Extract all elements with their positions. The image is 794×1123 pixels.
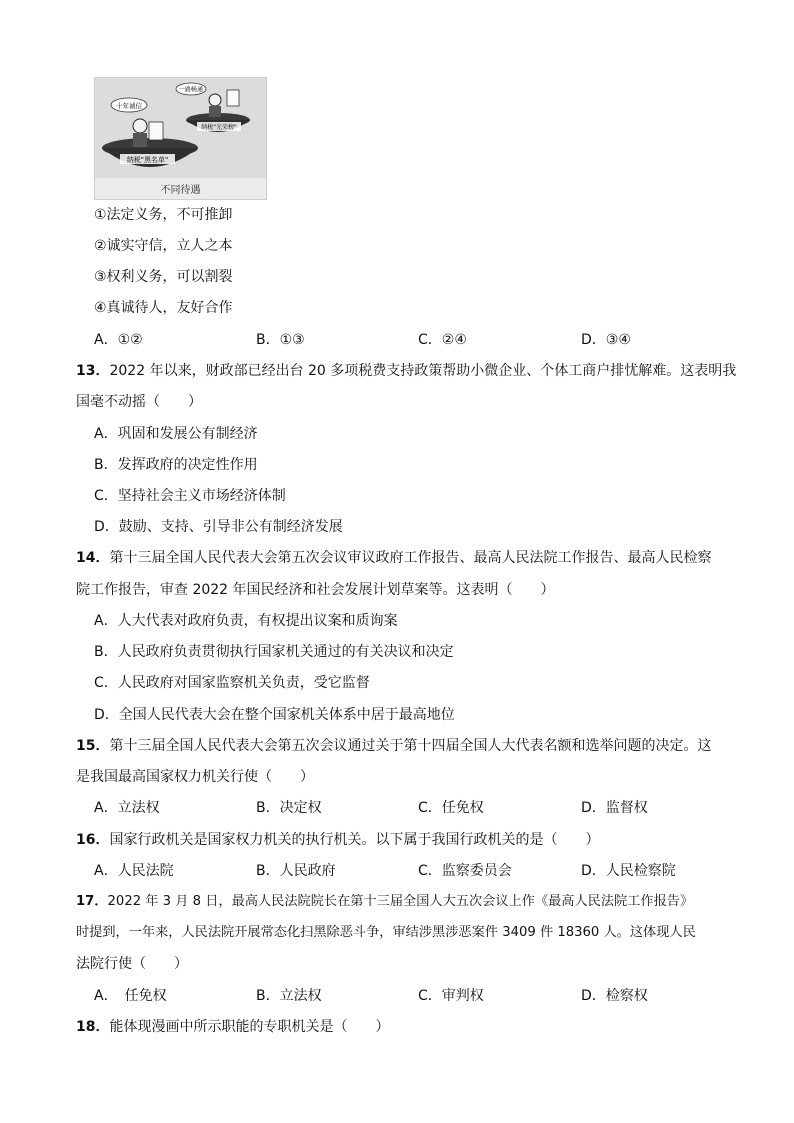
q14-stem-line-1 xyxy=(76,548,711,568)
q15-option-c[interactable]: C．任免权 xyxy=(418,800,484,816)
q17-stem-line-2: 时提到，一年来，人民法院开展常态化扫黑除恶斗争，审结涉黑涉恶案件 3409 件 18360 人。这体现人民 xyxy=(76,925,696,940)
q17-stem-line-1 xyxy=(76,892,693,912)
q17-stem-text-1: 2022 年 3 月 8 日，最高人民法院院长在第十三届全国人大五次会议上作《最高人民法院工作报告》 xyxy=(107,894,694,909)
cartoon-figure xyxy=(94,77,267,200)
q12-option-a[interactable]: A．①② xyxy=(94,332,143,348)
q16-stem-line-1 xyxy=(76,830,599,850)
q16-option-c[interactable]: C．监察委员会 xyxy=(418,863,512,879)
q15-option-b[interactable]: B．决定权 xyxy=(256,800,322,816)
q13-option-a[interactable]: A．巩固和发展公有制经济 xyxy=(94,426,258,442)
q14-option-c[interactable]: C．人民政府对国家监察机关负责，受它监督 xyxy=(94,675,370,691)
q14-stem-line-2: 院工作报告，审查 2022 年国民经济和社会发展计划草案等。这表明（ ） xyxy=(76,582,555,598)
q15-stem-line-1 xyxy=(76,736,711,756)
q13-number: 13． xyxy=(76,363,110,379)
q16-stem-text-1: 国家行政机关是国家权力机关的执行机关。以下属于我国行政机关的是（ ） xyxy=(109,832,600,848)
bubble-left: 十年诚信 xyxy=(116,102,142,110)
q16-number: 16． xyxy=(76,832,110,848)
q16-option-a[interactable]: A．人民法院 xyxy=(94,863,174,879)
q14-option-d[interactable]: D．全国人民代表大会在整个国家机关体系中居于最高地位 xyxy=(94,707,455,723)
q14-number: 14． xyxy=(76,550,110,566)
q13-stem-text-1: 2022 年以来，财政部已经出台 20 多项税费支持政策帮助小微企业、个体工商户排忧解难。这表明我 xyxy=(109,363,737,379)
cartoon-drawing xyxy=(95,78,266,199)
q14-stem-text-1: 第十三届全国人民代表大会第五次会议审议政府工作报告、最高人民法院工作报告、最高人民检察 xyxy=(109,550,712,566)
q14-option-b[interactable]: B．人民政府负责贯彻执行国家机关通过的有关决议和决定 xyxy=(94,644,454,660)
q18-number: 18． xyxy=(76,1019,110,1035)
q12-option-b[interactable]: B．①③ xyxy=(256,332,305,348)
q16-option-b[interactable]: B．人民政府 xyxy=(256,863,336,879)
q12-option-c[interactable]: C．②④ xyxy=(418,332,467,348)
q17-option-c[interactable]: C．审判权 xyxy=(418,988,484,1004)
q15-stem-text-1: 第十三届全国人民代表大会第五次会议通过关于第十四届全国人大代表名额和选举问题的决定。这 xyxy=(109,738,712,754)
q13-option-d[interactable]: D．鼓励、支持、引导非公有制经济发展 xyxy=(94,519,343,535)
q13-option-c[interactable]: C．坚持社会主义市场经济体制 xyxy=(94,488,286,504)
q15-number: 15． xyxy=(76,738,110,754)
q15-option-d[interactable]: D．监督权 xyxy=(581,800,648,816)
q18-stem-text-1: 能体现漫画中所示职能的专职机关是（ ） xyxy=(109,1019,390,1035)
q17-option-a[interactable]: A． 任免权 xyxy=(94,988,167,1004)
q16-option-d[interactable]: D．人民检察院 xyxy=(581,863,676,879)
q15-stem-line-2: 是我国最高国家权力机关行使（ ） xyxy=(76,769,314,785)
q12-statement-4: ④真诚待人，友好合作 xyxy=(94,300,233,316)
q12-statement-1: ①法定义务，不可推卸 xyxy=(94,207,233,223)
q13-option-b[interactable]: B．发挥政府的决定性作用 xyxy=(94,457,258,473)
q18-stem-line-1 xyxy=(76,1017,389,1037)
q12-statement-3: ③权利义务，可以割裂 xyxy=(94,269,233,285)
q17-option-b[interactable]: B．立法权 xyxy=(256,988,322,1004)
q13-stem-line-1 xyxy=(76,361,736,381)
q17-option-d[interactable]: D．检察权 xyxy=(581,988,648,1004)
q17-number: 17． xyxy=(76,894,108,909)
sign-left: 纳税"黑名单" xyxy=(126,156,169,164)
q17-stem-line-3: 法院行使（ ） xyxy=(76,956,188,972)
q14-option-a[interactable]: A．人大代表对政府负责，有权提出议案和质询案 xyxy=(94,613,398,629)
q13-stem-line-2: 国毫不动摇（ ） xyxy=(76,394,202,410)
q12-option-d[interactable]: D．③④ xyxy=(581,332,631,348)
sign-right: 纳税"光荣榜" xyxy=(201,124,237,131)
cartoon-caption: 不同待遇 xyxy=(160,185,201,196)
q12-statement-2: ②诚实守信，立人之本 xyxy=(94,238,233,254)
bubble-right: 一路畅通 xyxy=(178,86,204,94)
q15-option-a[interactable]: A．立法权 xyxy=(94,800,160,816)
